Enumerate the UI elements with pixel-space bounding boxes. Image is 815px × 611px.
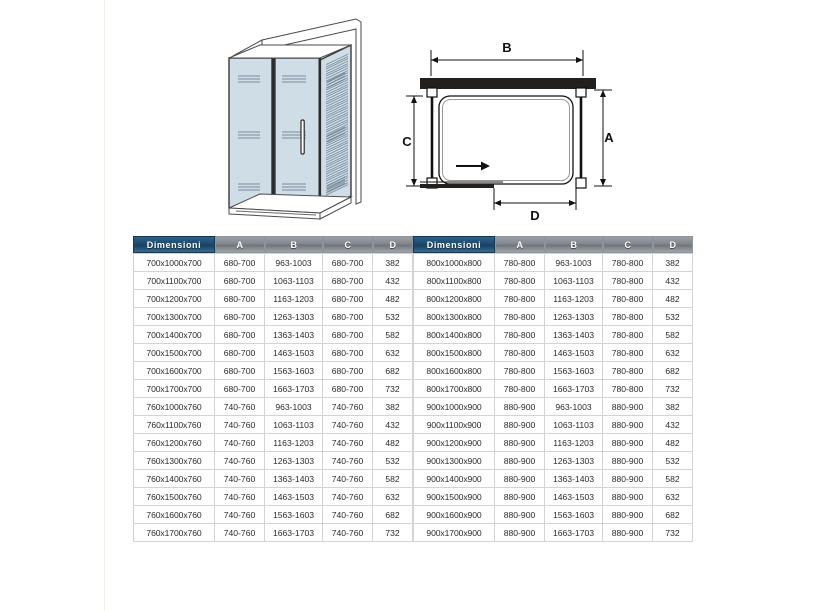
- table-cell-a: 880-900: [495, 506, 545, 524]
- table-cell-dim: 900x1300x900: [413, 452, 495, 470]
- table-row: [133, 470, 413, 488]
- table-cell-d: 732: [653, 524, 693, 542]
- header-a: A: [215, 236, 265, 253]
- table-cell-a: 680-700: [215, 253, 265, 272]
- table-row: [413, 290, 693, 308]
- spec-table-right-wrap: [413, 236, 683, 542]
- table-cell-a: 680-700: [215, 380, 265, 398]
- table-cell-dim: 900x1200x900: [413, 434, 495, 452]
- table-cell-dim: 760x1500x760: [133, 488, 215, 506]
- table-row: [133, 308, 413, 326]
- table-body-right: [413, 253, 693, 542]
- table-cell-dim: 900x1600x900: [413, 506, 495, 524]
- table-cell-c: 740-760: [323, 506, 373, 524]
- table-cell-a: 880-900: [495, 452, 545, 470]
- table-cell-a: 780-800: [495, 272, 545, 290]
- table-cell-dim: 800x1600x800: [413, 362, 495, 380]
- table-cell-b: 963-1003: [265, 253, 323, 272]
- table-cell-d: 632: [653, 488, 693, 506]
- table-cell-a: 780-800: [495, 362, 545, 380]
- table-cell-a: 680-700: [215, 272, 265, 290]
- table-cell-dim: 800x1100x800: [413, 272, 495, 290]
- table-row: [133, 398, 413, 416]
- table-cell-dim: 760x1100x760: [133, 416, 215, 434]
- table-cell-b: 1563-1603: [265, 362, 323, 380]
- table-cell-c: 740-760: [323, 470, 373, 488]
- header-b: B: [265, 236, 323, 253]
- plan-diagram: [398, 38, 638, 228]
- table-cell-d: 432: [653, 416, 693, 434]
- table-cell-d: 532: [653, 452, 693, 470]
- isometric-diagram: [196, 14, 396, 229]
- table-row: [133, 362, 413, 380]
- table-cell-d: 582: [373, 470, 413, 488]
- table-cell-d: 482: [653, 290, 693, 308]
- table-cell-dim: 700x1400x700: [133, 326, 215, 344]
- table-cell-dim: 760x1000x760: [133, 398, 215, 416]
- table-cell-dim: 900x1400x900: [413, 470, 495, 488]
- diagram-area: [0, 0, 815, 235]
- table-cell-dim: 760x1700x760: [133, 524, 215, 542]
- table-cell-a: 780-800: [495, 253, 545, 272]
- table-cell-c: 880-900: [603, 434, 653, 452]
- table-row: [133, 253, 413, 272]
- table-row: [413, 434, 693, 452]
- table-cell-dim: 800x1300x800: [413, 308, 495, 326]
- spec-table-right: [413, 236, 693, 542]
- table-cell-a: 740-760: [215, 506, 265, 524]
- table-cell-c: 740-760: [323, 452, 373, 470]
- table-cell-d: 532: [653, 308, 693, 326]
- table-cell-a: 740-760: [215, 470, 265, 488]
- table-cell-b: 1063-1103: [265, 416, 323, 434]
- table-cell-c: 880-900: [603, 416, 653, 434]
- table-cell-b: 1463-1503: [265, 488, 323, 506]
- table-cell-b: 1463-1503: [545, 344, 603, 362]
- table-row: [133, 452, 413, 470]
- table-cell-d: 682: [653, 506, 693, 524]
- table-cell-a: 680-700: [215, 362, 265, 380]
- table-cell-c: 740-760: [323, 398, 373, 416]
- table-row: [133, 326, 413, 344]
- table-row: [413, 380, 693, 398]
- table-row: [133, 380, 413, 398]
- center-stile: [272, 56, 275, 214]
- table-cell-a: 880-900: [495, 416, 545, 434]
- table-cell-c: 780-800: [603, 344, 653, 362]
- table-cell-b: 1163-1203: [265, 290, 323, 308]
- table-cell-dim: 700x1600x700: [133, 362, 215, 380]
- table-cell-b: 1363-1403: [265, 326, 323, 344]
- tray-inner-outline: [443, 100, 570, 181]
- table-cell-dim: 800x1500x800: [413, 344, 495, 362]
- table-cell-a: 740-760: [215, 434, 265, 452]
- header-a: A: [495, 236, 545, 253]
- table-cell-b: 1163-1203: [545, 290, 603, 308]
- table-cell-b: 1263-1303: [545, 308, 603, 326]
- header-b: B: [545, 236, 603, 253]
- table-cell-d: 382: [653, 398, 693, 416]
- table-cell-a: 740-760: [215, 524, 265, 542]
- table-cell-d: 582: [653, 326, 693, 344]
- table-row: [413, 524, 693, 542]
- table-cell-c: 680-700: [323, 344, 373, 362]
- table-cell-d: 682: [373, 362, 413, 380]
- table-cell-dim: 700x1700x700: [133, 380, 215, 398]
- table-cell-dim: 760x1400x760: [133, 470, 215, 488]
- table-cell-c: 880-900: [603, 398, 653, 416]
- table-row: [133, 416, 413, 434]
- table-cell-a: 880-900: [495, 398, 545, 416]
- table-cell-d: 682: [373, 506, 413, 524]
- table-cell-a: 740-760: [215, 452, 265, 470]
- table-row: [133, 272, 413, 290]
- table-cell-a: 680-700: [215, 326, 265, 344]
- wall-bar: [420, 78, 596, 89]
- table-row: [413, 416, 693, 434]
- table-cell-b: 1663-1703: [545, 524, 603, 542]
- table-cell-a: 880-900: [495, 470, 545, 488]
- table-cell-a: 780-800: [495, 344, 545, 362]
- table-cell-c: 740-760: [323, 416, 373, 434]
- table-row: [133, 434, 413, 452]
- table-cell-c: 680-700: [323, 380, 373, 398]
- header-c: C: [603, 236, 653, 253]
- table-cell-c: 880-900: [603, 470, 653, 488]
- dimension-label-b: B: [502, 40, 512, 55]
- header-dimensioni: Dimensioni: [413, 236, 495, 253]
- table-cell-dim: 760x1300x760: [133, 452, 215, 470]
- table-cell-b: 1463-1503: [265, 344, 323, 362]
- table-cell-d: 582: [373, 326, 413, 344]
- table-cell-dim: 800x1400x800: [413, 326, 495, 344]
- table-cell-a: 780-800: [495, 308, 545, 326]
- table-cell-c: 780-800: [603, 362, 653, 380]
- table-cell-dim: 900x1000x900: [413, 398, 495, 416]
- table-cell-c: 880-900: [603, 506, 653, 524]
- table-row: [413, 344, 693, 362]
- table-cell-c: 740-760: [323, 488, 373, 506]
- table-header-row: [413, 236, 693, 253]
- table-cell-a: 780-800: [495, 326, 545, 344]
- table-cell-b: 1563-1603: [545, 506, 603, 524]
- table-cell-a: 680-700: [215, 308, 265, 326]
- table-cell-b: 1363-1403: [545, 326, 603, 344]
- table-cell-b: 1363-1403: [545, 470, 603, 488]
- table-row: [413, 308, 693, 326]
- glass-sliding-panel: [275, 58, 320, 214]
- dimension-d: [494, 188, 576, 210]
- table-cell-a: 880-900: [495, 524, 545, 542]
- table-cell-b: 1563-1603: [545, 362, 603, 380]
- table-cell-d: 532: [373, 452, 413, 470]
- table-row: [133, 488, 413, 506]
- table-cell-a: 780-800: [495, 290, 545, 308]
- table-row: [413, 452, 693, 470]
- table-cell-dim: 900x1100x900: [413, 416, 495, 434]
- table-cell-c: 680-700: [323, 272, 373, 290]
- table-cell-b: 963-1003: [545, 253, 603, 272]
- table-cell-dim: 760x1200x760: [133, 434, 215, 452]
- table-cell-b: 1463-1503: [545, 488, 603, 506]
- table-cell-c: 680-700: [323, 362, 373, 380]
- table-cell-a: 880-900: [495, 488, 545, 506]
- table-row: [133, 290, 413, 308]
- table-cell-dim: 700x1100x700: [133, 272, 215, 290]
- table-cell-a: 780-800: [495, 380, 545, 398]
- table-cell-a: 740-760: [215, 488, 265, 506]
- table-cell-d: 732: [653, 380, 693, 398]
- table-cell-c: 880-900: [603, 452, 653, 470]
- table-cell-b: 1263-1303: [265, 308, 323, 326]
- table-cell-d: 382: [373, 398, 413, 416]
- table-cell-d: 482: [373, 434, 413, 452]
- table-cell-dim: 700x1500x700: [133, 344, 215, 362]
- corner-posts: [427, 88, 586, 188]
- table-cell-c: 740-760: [323, 524, 373, 542]
- table-cell-b: 1263-1303: [545, 452, 603, 470]
- table-cell-c: 680-700: [323, 290, 373, 308]
- table-row: [413, 398, 693, 416]
- table-cell-d: 632: [373, 488, 413, 506]
- table-cell-c: 780-800: [603, 380, 653, 398]
- table-row: [133, 506, 413, 524]
- table-cell-dim: 700x1000x700: [133, 253, 215, 272]
- table-cell-b: 1663-1703: [265, 380, 323, 398]
- spec-table-left-wrap: [133, 236, 403, 542]
- slide-direction-arrow: [456, 162, 490, 171]
- table-cell-d: 432: [373, 272, 413, 290]
- table-cell-d: 482: [373, 290, 413, 308]
- table-cell-a: 740-760: [215, 398, 265, 416]
- table-cell-d: 632: [653, 344, 693, 362]
- table-cell-c: 880-900: [603, 524, 653, 542]
- table-cell-dim: 800x1700x800: [413, 380, 495, 398]
- table-cell-c: 780-800: [603, 326, 653, 344]
- table-row: [413, 272, 693, 290]
- table-cell-d: 432: [653, 272, 693, 290]
- table-cell-dim: 700x1200x700: [133, 290, 215, 308]
- table-body-left: [133, 253, 413, 542]
- table-cell-dim: 900x1500x900: [413, 488, 495, 506]
- table-cell-d: 482: [653, 434, 693, 452]
- dimension-label-c: C: [402, 134, 412, 149]
- table-cell-dim: 800x1200x800: [413, 290, 495, 308]
- header-c: C: [323, 236, 373, 253]
- table-cell-b: 1063-1103: [265, 272, 323, 290]
- table-row: [133, 524, 413, 542]
- header-dimensioni: Dimensioni: [133, 236, 215, 253]
- table-cell-d: 582: [653, 470, 693, 488]
- door-handle-icon: [301, 120, 304, 154]
- table-cell-a: 680-700: [215, 344, 265, 362]
- table-cell-a: 740-760: [215, 416, 265, 434]
- table-cell-b: 1163-1203: [265, 434, 323, 452]
- table-cell-c: 780-800: [603, 253, 653, 272]
- table-cell-c: 780-800: [603, 290, 653, 308]
- table-cell-c: 680-700: [323, 326, 373, 344]
- table-row: [413, 488, 693, 506]
- table-cell-d: 382: [373, 253, 413, 272]
- table-row: [413, 470, 693, 488]
- sliding-panel-plan: [420, 184, 494, 188]
- table-cell-d: 532: [373, 308, 413, 326]
- table-cell-d: 732: [373, 380, 413, 398]
- header-d: D: [373, 236, 413, 253]
- tray-outline: [439, 96, 573, 184]
- table-cell-c: 880-900: [603, 488, 653, 506]
- table-cell-c: 680-700: [323, 253, 373, 272]
- table-cell-d: 382: [653, 253, 693, 272]
- table-cell-d: 732: [373, 524, 413, 542]
- table-cell-c: 680-700: [323, 308, 373, 326]
- table-cell-dim: 900x1700x900: [413, 524, 495, 542]
- table-cell-c: 740-760: [323, 434, 373, 452]
- table-cell-dim: 760x1600x760: [133, 506, 215, 524]
- table-header-row: [133, 236, 413, 253]
- table-cell-b: 1663-1703: [265, 524, 323, 542]
- glass-fixed-panel: [229, 58, 272, 214]
- dimension-label-a: A: [604, 130, 614, 145]
- corner-post: [319, 58, 322, 210]
- spec-table-left: [133, 236, 413, 542]
- table-cell-b: 1063-1103: [545, 416, 603, 434]
- table-row: [413, 253, 693, 272]
- table-row: [413, 326, 693, 344]
- table-cell-d: 432: [373, 416, 413, 434]
- table-cell-b: 963-1003: [545, 398, 603, 416]
- table-cell-b: 1563-1603: [265, 506, 323, 524]
- table-cell-b: 1063-1103: [545, 272, 603, 290]
- table-cell-a: 680-700: [215, 290, 265, 308]
- table-row: [413, 362, 693, 380]
- table-cell-c: 780-800: [603, 308, 653, 326]
- table-cell-b: 1263-1303: [265, 452, 323, 470]
- dimension-label-d: D: [530, 208, 540, 223]
- table-cell-b: 1663-1703: [545, 380, 603, 398]
- table-cell-dim: 800x1000x800: [413, 253, 495, 272]
- table-row: [133, 344, 413, 362]
- header-d: D: [653, 236, 693, 253]
- table-cell-b: 1163-1203: [545, 434, 603, 452]
- table-cell-c: 780-800: [603, 272, 653, 290]
- table-cell-dim: 700x1300x700: [133, 308, 215, 326]
- table-row: [413, 506, 693, 524]
- table-cell-a: 880-900: [495, 434, 545, 452]
- table-cell-d: 682: [653, 362, 693, 380]
- table-cell-d: 632: [373, 344, 413, 362]
- table-cell-b: 963-1003: [265, 398, 323, 416]
- table-cell-b: 1363-1403: [265, 470, 323, 488]
